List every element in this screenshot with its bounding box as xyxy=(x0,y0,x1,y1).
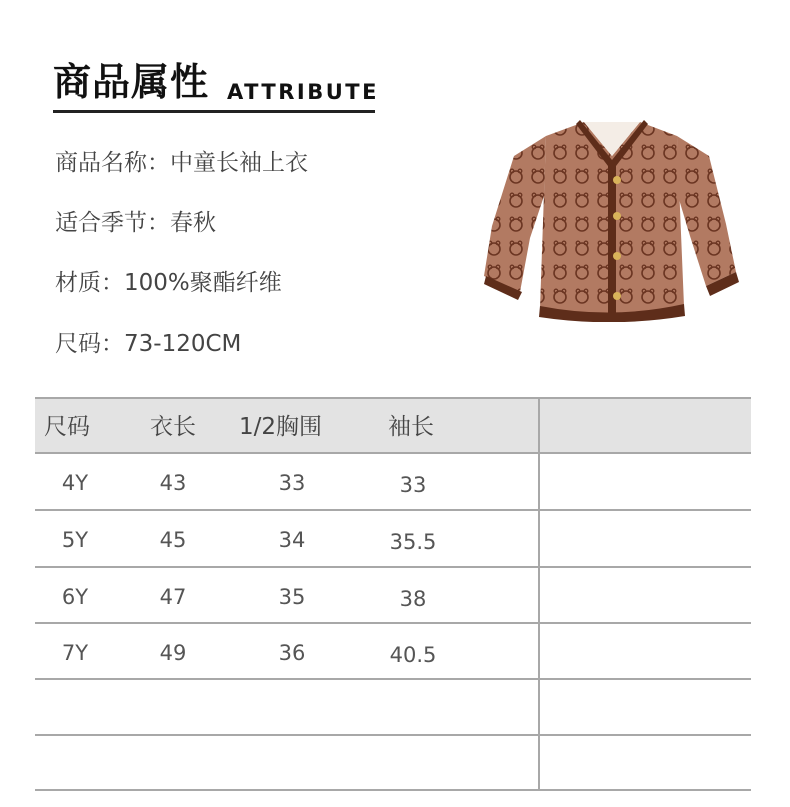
attribute-label: 材质： xyxy=(55,270,124,296)
table-cell: 6Y xyxy=(61,585,89,609)
table-cell: 45 xyxy=(159,528,187,552)
table-header-size: 尺码 xyxy=(44,414,90,440)
table-cell: 36 xyxy=(278,641,306,665)
table-header-chest: 1/2胸围 xyxy=(239,414,323,440)
table-column-divider xyxy=(538,397,540,791)
table-header-length: 衣长 xyxy=(150,414,196,440)
table-divider xyxy=(35,678,751,680)
size-table xyxy=(35,397,751,793)
table-divider xyxy=(35,397,751,399)
attribute-label: 商品名称： xyxy=(55,150,170,176)
cardigan-jacket-image xyxy=(484,116,739,322)
attribute-size-range xyxy=(55,330,241,358)
attribute-season xyxy=(55,209,216,237)
attribute-value: 100%聚酯纤维 xyxy=(124,270,282,296)
table-cell: 33 xyxy=(399,473,427,497)
table-divider xyxy=(35,734,751,736)
table-divider xyxy=(35,509,751,511)
table-cell: 4Y xyxy=(61,471,89,495)
attribute-material xyxy=(55,269,282,297)
table-cell: 5Y xyxy=(61,528,89,552)
table-divider xyxy=(35,566,751,568)
table-divider xyxy=(35,452,751,454)
heading-title-cn: 商品属性 xyxy=(53,60,210,104)
table-cell: 47 xyxy=(159,585,187,609)
table-cell: 7Y xyxy=(61,641,89,665)
table-cell: 40.5 xyxy=(389,643,437,667)
attribute-value: 中童长袖上衣 xyxy=(170,150,308,176)
table-cell: 35 xyxy=(278,585,306,609)
table-cell: 34 xyxy=(278,528,306,552)
heading-title-en: ATTRIBUTE xyxy=(227,80,379,104)
table-cell: 33 xyxy=(278,471,306,495)
table-cell: 35.5 xyxy=(389,530,437,554)
section-heading xyxy=(53,58,379,114)
table-cell: 49 xyxy=(159,641,187,665)
attribute-label: 尺码： xyxy=(55,331,124,357)
attribute-value: 73-120CM xyxy=(124,331,242,357)
table-cell: 43 xyxy=(159,471,187,495)
attribute-value: 春秋 xyxy=(170,210,216,236)
table-header-sleeve: 袖长 xyxy=(388,414,434,440)
table-divider xyxy=(35,789,751,791)
table-divider xyxy=(35,622,751,624)
attribute-product-name xyxy=(55,149,308,177)
table-cell: 38 xyxy=(399,587,427,611)
attribute-label: 适合季节： xyxy=(55,210,170,236)
heading-underline xyxy=(53,110,375,113)
